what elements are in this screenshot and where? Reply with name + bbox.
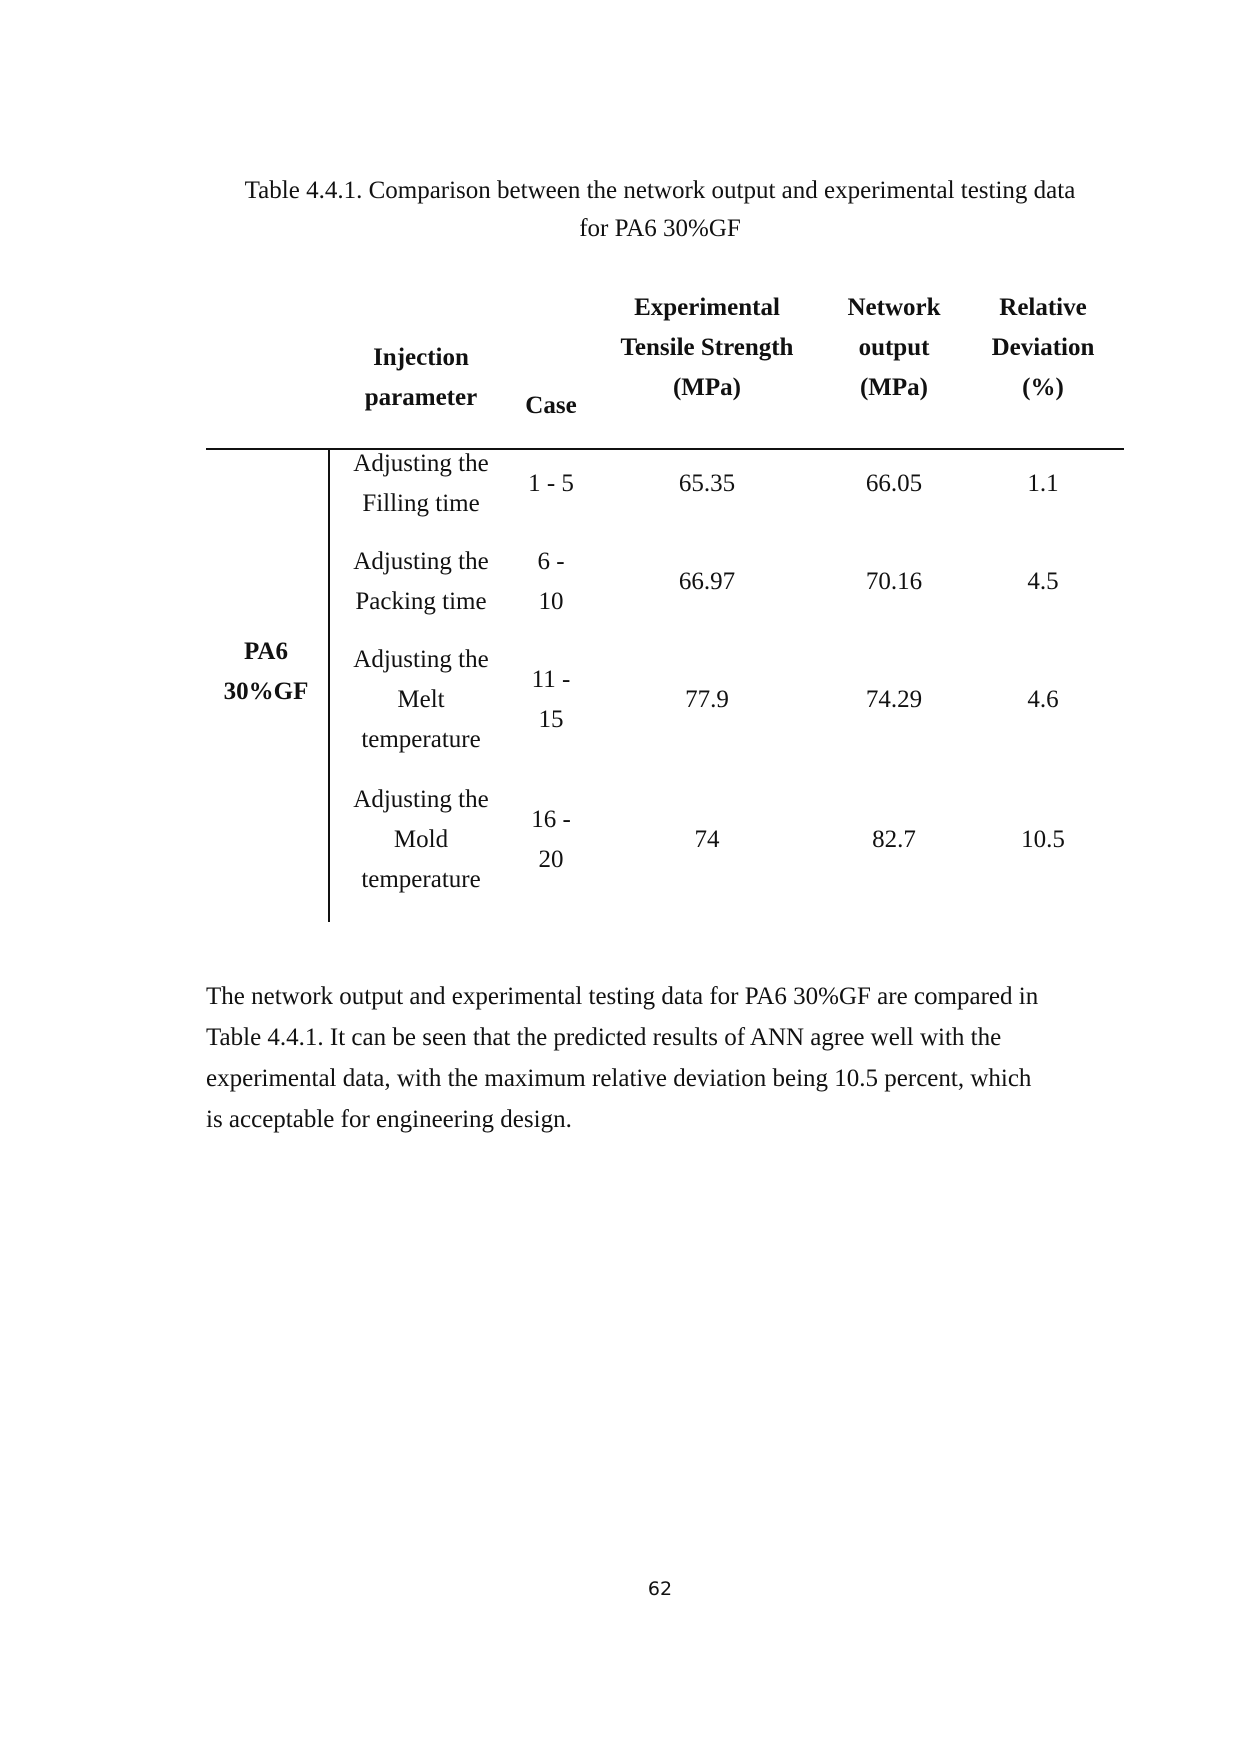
row-2-network-output: 70.16 <box>865 568 923 595</box>
header-injection-parameter <box>333 338 509 418</box>
header-line: Injection <box>373 344 469 371</box>
material-label <box>206 632 326 712</box>
paragraph-line: is acceptable for engineering design. <box>206 1106 572 1133</box>
cell-line: Packing time <box>355 588 487 615</box>
row-2-experimental: 66.97 <box>678 568 736 595</box>
cell-line: Adjusting the <box>353 548 489 575</box>
row-1-case <box>510 464 592 504</box>
row-4-experimental: 74 <box>694 826 720 853</box>
header-network-output <box>822 288 966 408</box>
cell-line: Adjusting the <box>353 646 489 673</box>
row-4-parameter <box>333 780 509 900</box>
row-3-relative-deviation: 4.6 <box>1027 686 1059 713</box>
row-4-network-output: 82.7 <box>872 826 916 853</box>
cell-line: temperature <box>361 866 481 893</box>
row-1-relative-deviation: 1.1 <box>1027 470 1059 497</box>
cell-line: Adjusting the <box>353 786 489 813</box>
header-line: (MPa) <box>672 374 742 401</box>
row-2-case <box>510 542 592 622</box>
row-2-relative-deviation: 4.5 <box>1027 568 1059 595</box>
header-line: parameter <box>364 384 478 411</box>
header-line: (%) <box>1022 374 1064 401</box>
material-column-rule <box>328 448 330 922</box>
header-line: Deviation <box>991 334 1095 361</box>
cell-line: 10 <box>538 588 564 615</box>
row-3-parameter <box>333 640 509 760</box>
cell-line: Filling time <box>362 490 480 517</box>
header-case <box>510 386 592 426</box>
header-line: Case <box>525 392 577 419</box>
paragraph-line: Table 4.4.1. It can be seen that the predicted results of ANN agree well with the <box>206 1024 1002 1051</box>
paragraph-line: The network output and experimental testing data for PA6 30%GF are compared in <box>206 983 1039 1010</box>
material-line: PA6 <box>244 638 288 665</box>
row-1-parameter <box>333 444 509 524</box>
cell-line: Melt <box>397 686 445 713</box>
cell-line: 20 <box>538 846 564 873</box>
header-line: Network <box>847 294 941 321</box>
row-3-network-output: 74.29 <box>865 686 923 713</box>
cell-line: 1 - 5 <box>528 470 574 497</box>
header-line: output <box>858 334 930 361</box>
cell-line: 15 <box>538 706 564 733</box>
row-1-network-output: 66.05 <box>865 470 923 497</box>
row-1-experimental: 65.35 <box>678 470 736 497</box>
header-line: Tensile Strength <box>620 334 794 361</box>
row-4-relative-deviation: 10.5 <box>1021 826 1065 853</box>
caption-line: Table 4.4.1. Comparison between the network output and experimental testing data <box>244 177 1076 204</box>
header-line: (MPa) <box>859 374 929 401</box>
cell-line: Mold <box>393 826 449 853</box>
row-2-parameter <box>333 542 509 622</box>
cell-line: 11 - <box>531 666 571 693</box>
header-line: Experimental <box>634 294 780 321</box>
page-number: 62 <box>647 1578 673 1600</box>
row-3-experimental: 77.9 <box>685 686 729 713</box>
row-4-case <box>510 800 592 880</box>
row-3-case <box>510 660 592 740</box>
cell-line: temperature <box>361 726 481 753</box>
cell-line: Adjusting the <box>353 450 489 477</box>
cell-line: 6 - <box>537 548 565 575</box>
cell-line: 16 - <box>531 806 571 833</box>
header-relative-deviation <box>968 288 1118 408</box>
body-paragraph <box>206 976 1126 1140</box>
header-line: Relative <box>999 294 1087 321</box>
paragraph-line: experimental data, with the maximum relative deviation being 10.5 percent, which <box>206 1065 1032 1092</box>
header-experimental-tensile-strength <box>594 288 820 408</box>
material-line: 30%GF <box>223 678 309 705</box>
caption-line: for PA6 30%GF <box>579 215 741 242</box>
